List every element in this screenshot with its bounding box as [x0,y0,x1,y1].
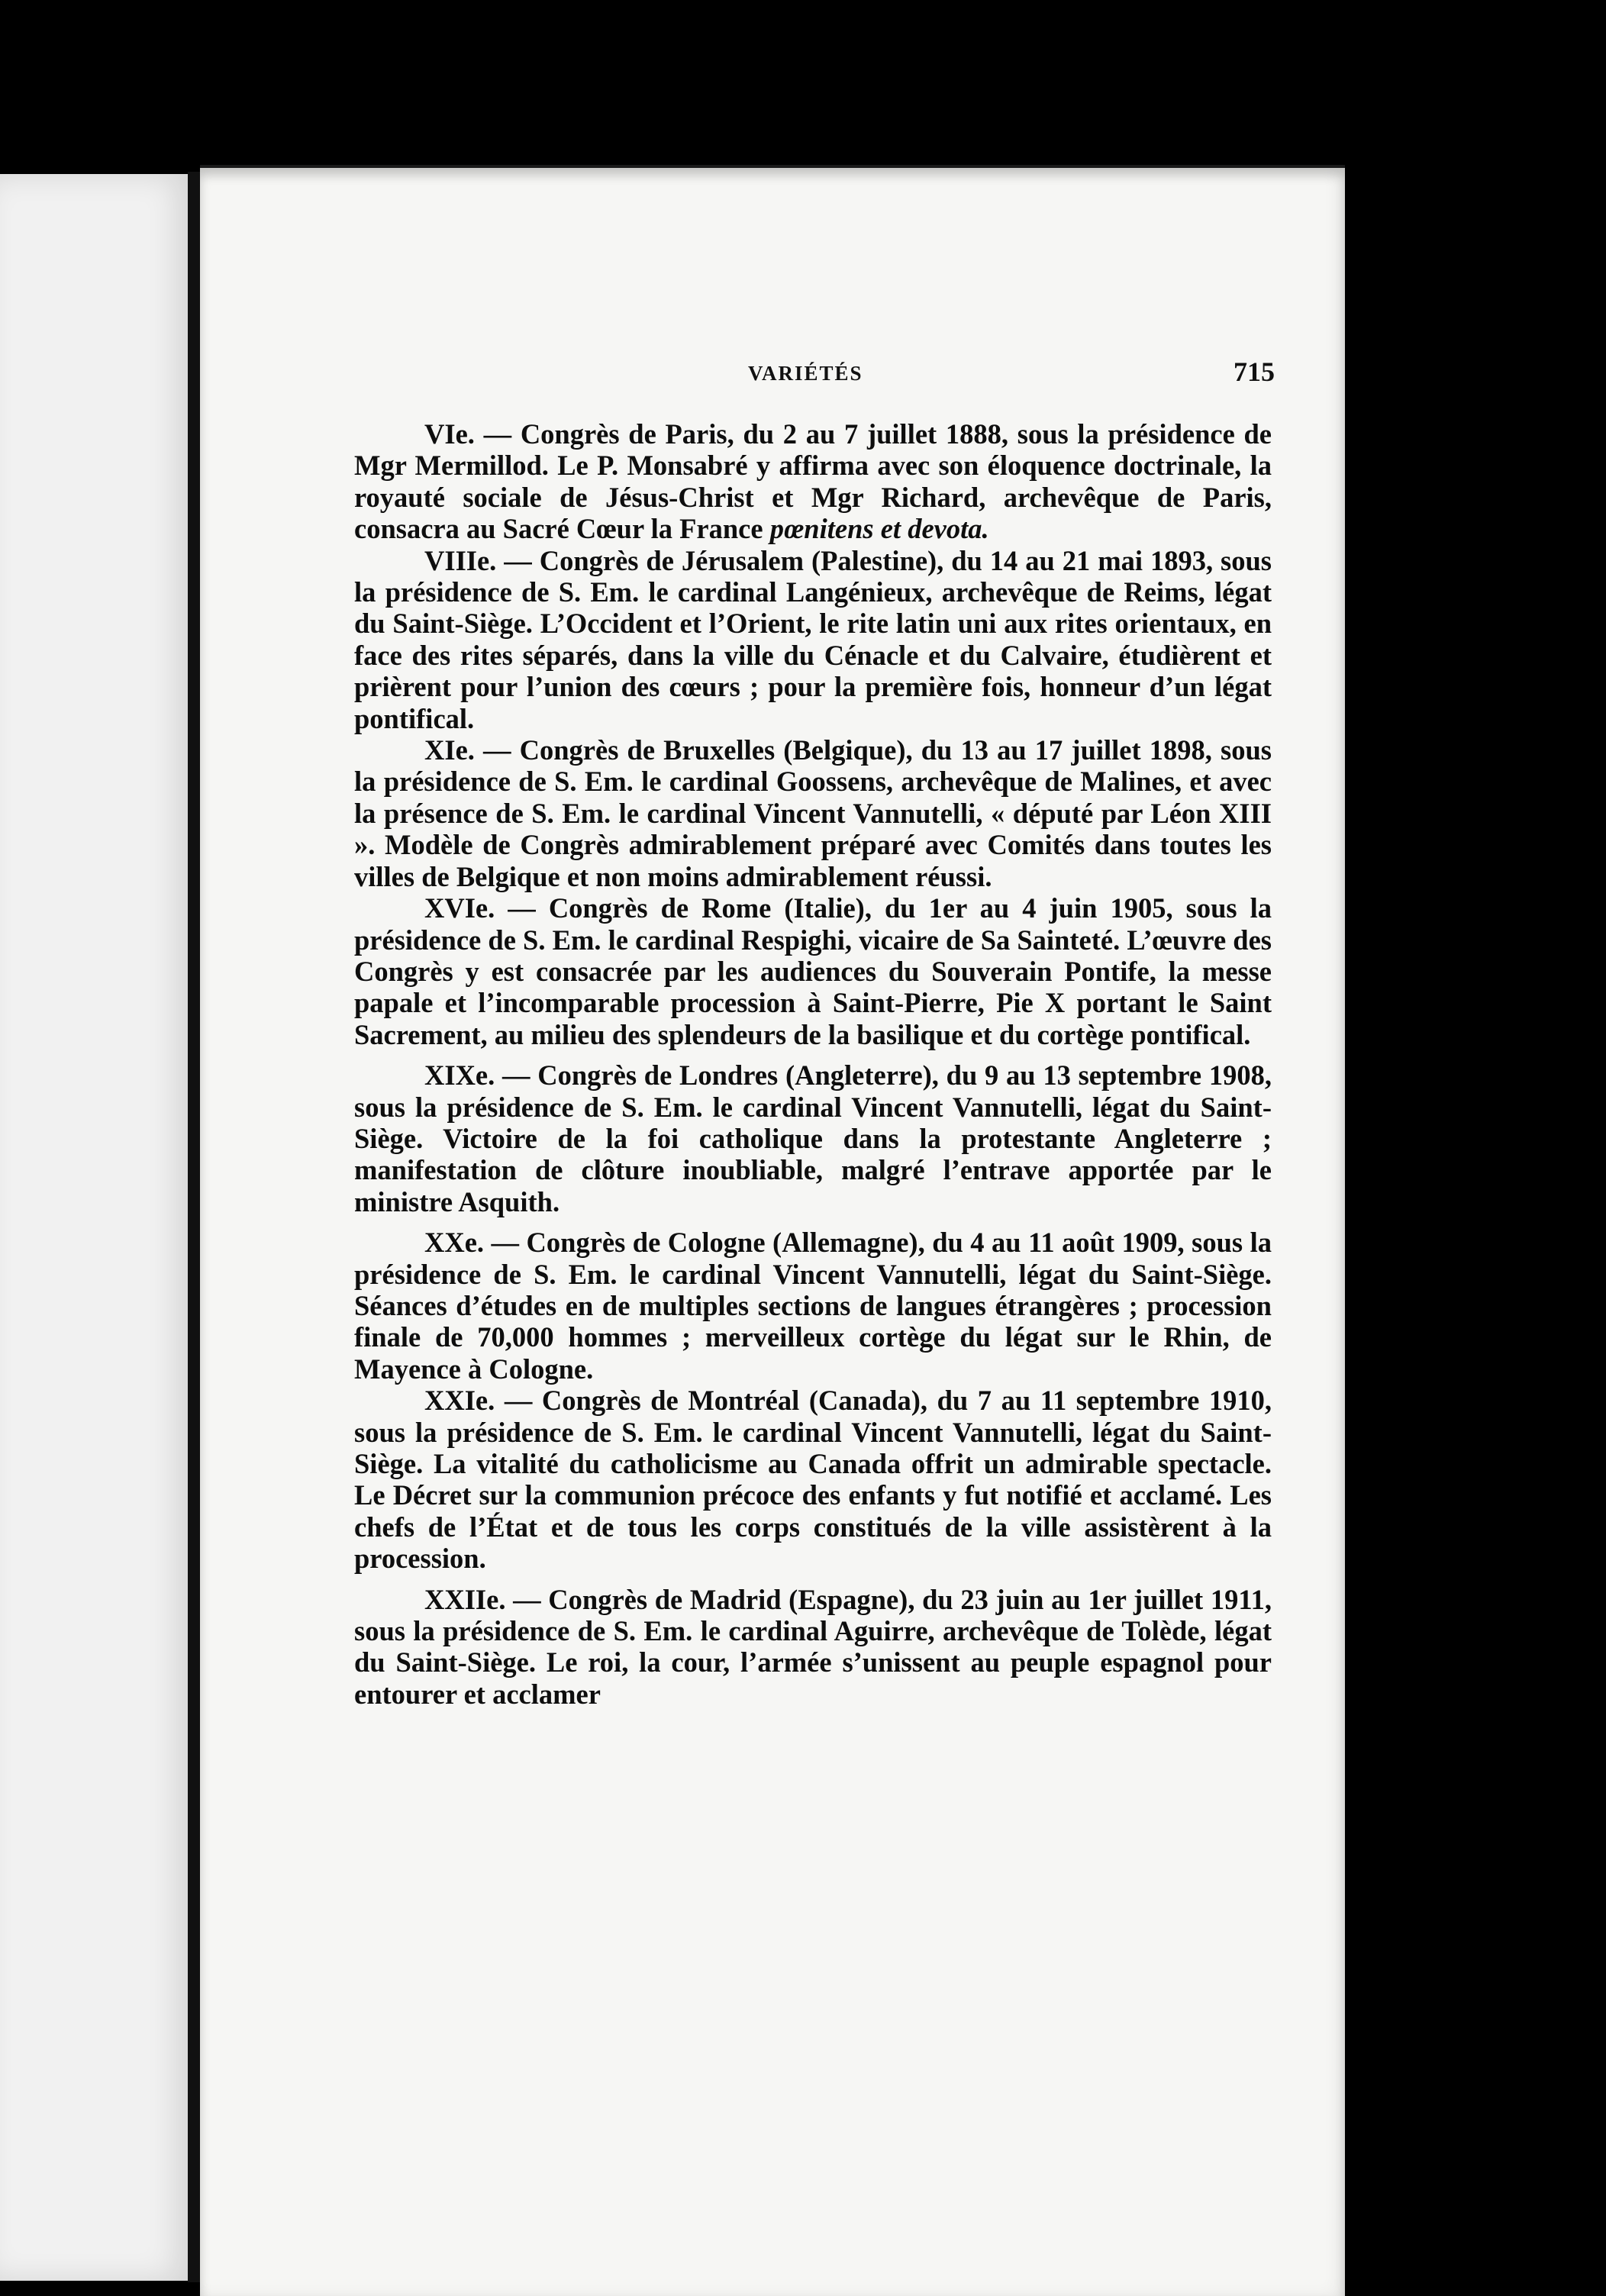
body-text [354,418,1272,1710]
latin-phrase: pœnitens et devota. [769,513,989,545]
paragraph-xie: XIe. — Congrès de Bruxelles (Belgique), du 13 au 17 juillet 1898, sous la présidence de S. Em. le cardinal Goossens, archevêque de Malines, et avec la présence de S. Em. le cardinal Vincent Vannutelli, « député par Léon XIII ». Modèle de Congrès admirablement préparé avec Comités dans toutes les villes de Belgique et non moins admirablement réussi. [354,734,1272,892]
paragraph-viiie: VIIIe. — Congrès de Jérusalem (Palestine), du 14 au 21 mai 1893, sous la présidence de S. Em. le cardinal Langénieux, archevêque de Reims, légat du Saint-Siège. L’Occident et l’Orient, le rite latin uni aux rites orientaux, en face des rites séparés, dans la ville du Cénacle et du Calvaire, étudièrent et prièrent pour l’union des cœurs ; pour la première fois, honneur d’un légat pontifical. [354,544,1272,734]
running-head [351,356,1275,389]
paragraph-xxe: XXe. — Congrès de Cologne (Allemagne), du 4 au 11 août 1909, sous la présidence de S. Em. le cardinal Vincent Vannutelli, légat du Saint-Siège. Séances d’études en de multiples sections de langues étrangères ; procession finale de 70,000 hommes ; merveilleux cortège du légat sur le Rhin, de Mayence à Cologne. [354,1227,1272,1385]
facing-page-edge [0,174,197,2281]
running-title: VARIÉTÉS [748,362,863,385]
paragraph-xxiie: XXIIe. — Congrès de Madrid (Espagne), du 23 juin au 1er juillet 1911, sous la présidence de S. Em. le cardinal Aguirre, archevêque de Tolède, légat du Saint-Siège. Le roi, la cour, l’armée s’unissent au peuple espagnol pour entourer et acclamer [354,1583,1272,1710]
paragraph-vie: VIe. — Congrès de Paris, du 2 au 7 juillet 1888, sous la présidence de Mgr Mermillod. Le P. Monsabré y affirma avec son éloquence doctrinale, la royauté sociale de Jésus-Christ et Mgr Richard, archevêque de Paris, consacra au Sacré Cœur la France pœnitens et devota. [354,418,1272,545]
page-number: 715 [1234,356,1275,387]
paragraph-xvie: XVIe. — Congrès de Rome (Italie), du 1er au 4 juin 1905, sous la présidence de S. Em. le cardinal Respighi, vicaire de Sa Sainteté. L’œuvre des Congrès y est consacrée par les audiences du Souverain Pontife, la messe papale et l’incomparable procession à Saint-Pierre, Pie X portant le Saint Sacrement, au milieu des splendeurs de la basilique et du cortège pontifical. [354,892,1272,1050]
paragraph-xixe: XIXe. — Congrès de Londres (Angleterre), du 9 au 13 septembre 1908, sous la présidence de S. Em. le cardinal Vincent Vannutelli, légat du Saint-Siège. Victoire de la foi catholique dans la protestante Angleterre ; manifestation de clôture inoubliable, malgré l’entrave apportée par le ministre Asquith. [354,1059,1272,1217]
paragraph-xxie: XXIe. — Congrès de Montréal (Canada), du 7 au 11 septembre 1910, sous la présidence de S. Em. le cardinal Vincent Vannutelli, légat du Saint-Siège. La vitalité du catholicisme au Canada offrit un admirable spectacle. Le Décret sur la communion précoce des enfants y fut notifié et acclamé. Les chefs de l’État et de tous les corps constitués de la ville assistèrent à la procession. [354,1385,1272,1575]
